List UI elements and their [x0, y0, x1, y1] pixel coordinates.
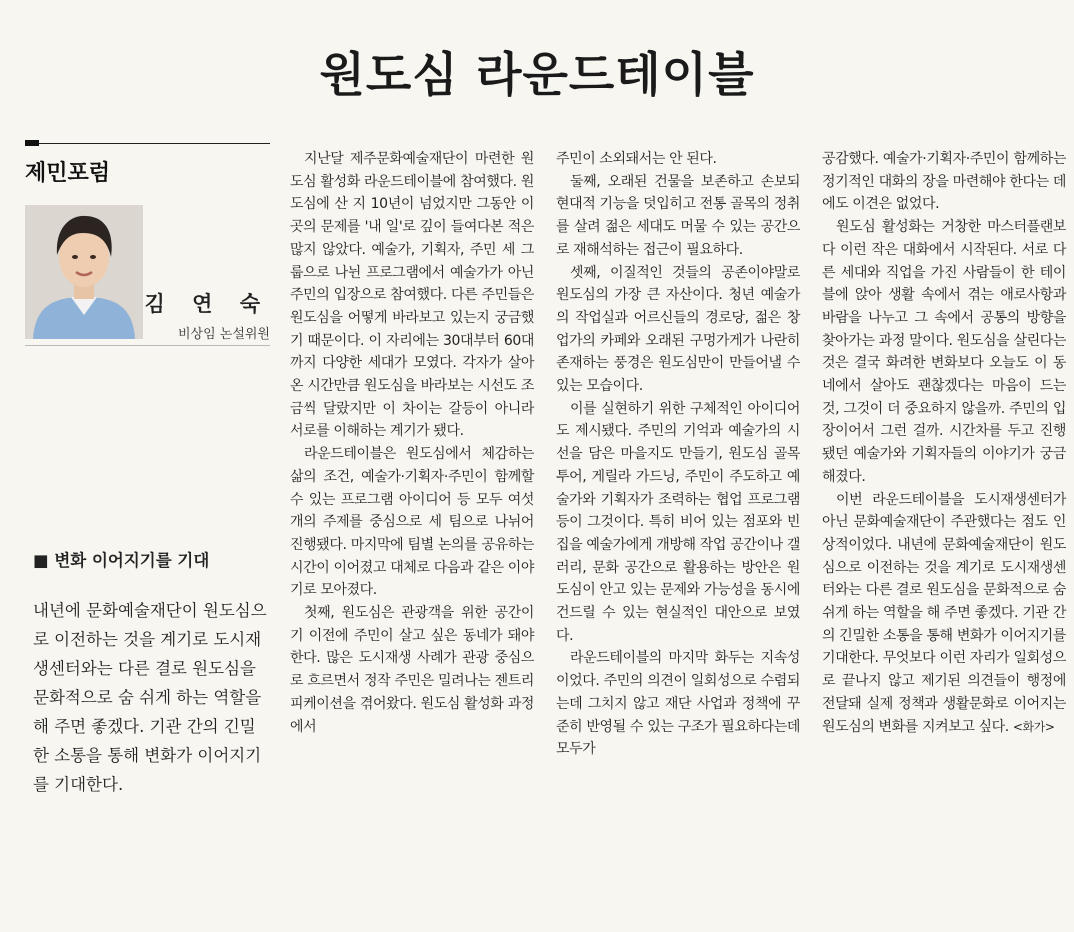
section-rule [25, 143, 270, 144]
author-profile [25, 205, 270, 346]
paragraph: 라운드테이블은 원도심에서 체감하는 삶의 조건, 예술가·기획자·주민이 함께할 수 있는 프로그램 아이디어 등 모두 여섯 개의 주제를 중심으로 세 팀으로 나뉘어 진행됐다. 마지막에 팀별 논의를 공유하는 시간이 이어졌고 대체로 다음과 같은 이야기로 모아졌다. [290, 446, 534, 599]
author-photo [25, 205, 143, 339]
body-column-3 [822, 148, 1066, 738]
author-name: 김 연 숙 [144, 292, 270, 316]
headline: 원도심 라운드테이블 [319, 48, 755, 103]
paragraph: 둘째, 오래된 건물을 보존하고 손보되 현대적 기능을 덧입히고 전통 골목의 정취를 살려 젊은 세대도 머물 수 있는 공간으로 재해석하는 접근이 필요하다. [556, 173, 800, 258]
body-column-1 [290, 148, 534, 738]
closing-text: 이번 라운드테이블을 도시재생센터가 아닌 문화예술재단이 주관했다는 점도 인상적이었다. 내년에 문화예술재단이 원도심으로 이전하는 것을 계기로 도시재생센터와는 다른 결로 원도심을 문화적으로 숨 쉬게 하는 역할을 해 주면 좋겠다. 기관 간의 긴밀한 소통을 통해 변화가 이어지기를 기대한다. 무엇보다 이런 자리가 일회성으로 끝나지 않고 제기된 의견들이 행정에 전달돼 실제 정책과 생활문화로 이어지는 원도심의 변화를 지켜보고 싶다. [822, 491, 1066, 735]
column-sidebar [25, 143, 270, 346]
paragraph: 주민이 소외돼서는 안 된다. [556, 151, 717, 167]
author-signature: <화가> [1012, 719, 1055, 734]
section-title: 제민포럼 [25, 161, 111, 186]
paragraph: 이를 실현하기 위한 구체적인 아이디어도 제시됐다. 주민의 기억과 예술가의 시선을 담은 마을지도 만들기, 원도심 골목 투어, 게릴라 가드닝, 주민이 주도하고 예술가와 기획자가 조력하는 협업 프로그램 등이 그것이다. 특히 비어 있는 점포와 빈집을 예술가에게 개방해 작업 공간이나 갤러리, 문화 공간으로 활용하는 방안은 원도심이 안고 있는 문제와 가능성을 동시에 건드릴 수 있는 현실적인 대안으로 보였다. [556, 400, 800, 644]
summary-text: 내년에 문화예술재단이 원도심으로 이전하는 것을 계기로 도시재생센터와는 다른 결로 원도심을 문화적으로 숨 쉬게 하는 역할을 해 주면 좋겠다. 기관 간의 긴밀한 소통을 통해 변화가 이어지기를 기대한다. [33, 601, 267, 794]
paragraph: 공감했다. 예술가·기획자·주민이 함께하는 정기적인 대화의 장을 마련해야 한다는 데에도 이견은 없었다. [822, 151, 1066, 213]
section-marker-icon [25, 140, 39, 146]
body-column-2 [556, 148, 800, 761]
paragraph: 셋째, 이질적인 것들의 공존이야말로 원도심의 가장 큰 자산이다. 청년 예술가의 작업실과 어르신들의 경로당, 젊은 창업가의 카페와 오래된 구멍가게가 나란히 존재하는 풍경은 원도심만이 만들어낼 수 있는 모습이다. [556, 264, 800, 395]
paragraph: 지난달 제주문화예술재단이 마련한 원도심 활성화 라운드테이블에 참여했다. 원도심에 산 지 10년이 넘었지만 그동안 이곳의 문제를 '내 일'로 깊이 들여다본 적은 많지 않았다. 예술가, 기획자, 주민 세 그룹으로 나뉜 프로그램에서 예술가가 아닌 주민의 입장으로 참여했다. 다른 주민들은 원도심을 어떻게 바라보고 있는지 궁금했기 때문이다. 이 자리에는 30대부터 60대까지 다양한 세대가 모였다. 각자가 살아온 시간만큼 원도심을 바라보는 시선도 조금씩 달랐지만 이 차이는 갈등이 아니라 서로를 이해하는 계기가 됐다. [290, 151, 534, 440]
author-role: 비상임 논설위원 [177, 327, 270, 342]
paragraph: 라운드테이블의 마지막 화두는 지속성이었다. 주민의 의견이 일회성으로 수렴되는데 그치지 않고 재단 사업과 정책에 꾸준히 반영될 수 있는 구조가 필요하다는데 모두가 [556, 650, 800, 758]
subheadline: ■ 변화 이어지기를 기대 [33, 551, 210, 570]
author-portrait-icon [25, 205, 143, 339]
paragraph [822, 489, 1066, 739]
paragraph: 첫째, 원도심은 관광객을 위한 공간이기 이전에 주민이 살고 싶은 동네가 돼야 한다. 많은 도시재생 사례가 관광 중심으로 흐르면서 정작 주민은 밀려나는 젠트리피케이션을 겪어왔다. 원도심 활성화 과정에서 [290, 605, 534, 735]
paragraph: 원도심 활성화는 거창한 마스터플랜보다 이런 작은 대화에서 시작된다. 서로 다른 세대와 직업을 가진 사람들이 한 테이블에 앉아 생활 속에서 겪는 애로사항과 바람을 나누고 그 속에서 공통의 방향을 찾아가는 과정 말이다. 원도심을 살린다는 것은 결국 화려한 변화보다 오늘도 이 동네에서 살아도 괜찮겠다는 마음이 드는 것, 그것이 더 중요하지 않을까. 주민의 입장이어서 그런 걸까. 시간차를 두고 진행됐던 예술가와 기획자들의 이야기가 궁금해졌다. [822, 219, 1066, 485]
